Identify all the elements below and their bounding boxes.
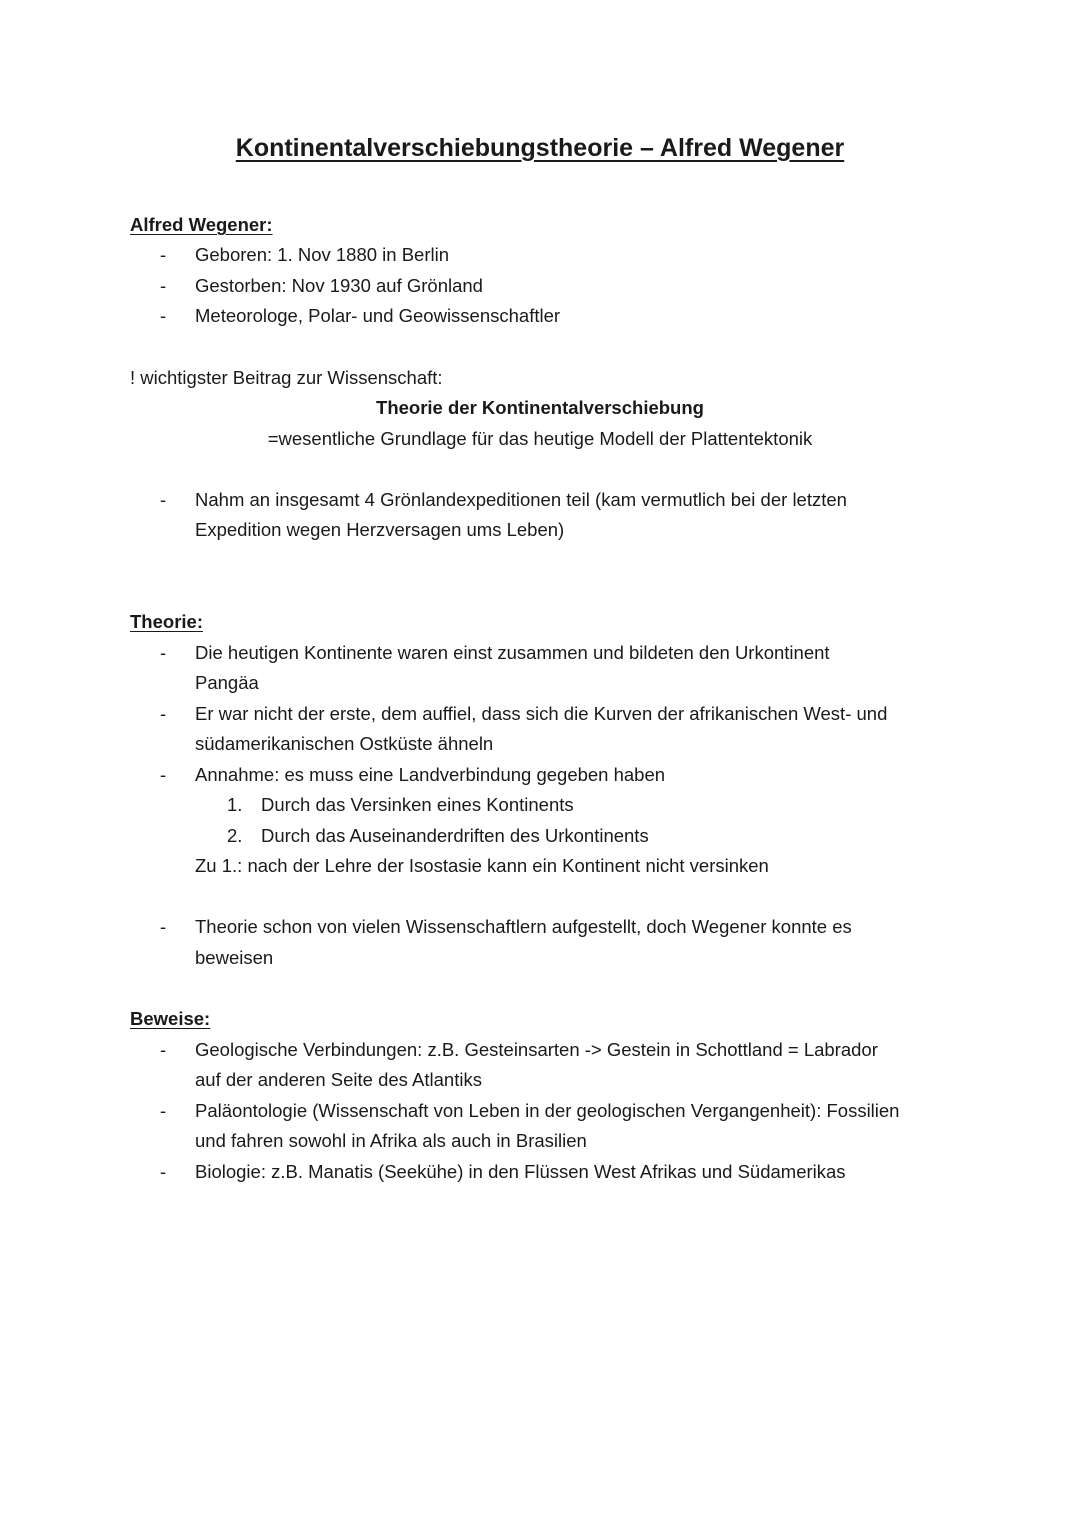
- theory-note: =wesentliche Grundlage für das heutige Modell der Plattentektonik: [267, 428, 813, 449]
- section-heading-alfred-wegener: Alfred Wegener:: [130, 214, 273, 235]
- numbered-marker-1: 1.: [227, 794, 243, 815]
- numbered-item-1: Durch das Versinken eines Kontinents: [261, 794, 574, 815]
- theorie-item-4-line-1: Theorie schon von vielen Wissenschaftlern aufgestellt, doch Wegener konnte es: [195, 916, 852, 937]
- expedition-line-2: Expedition wegen Herzversagen ums Leben): [195, 519, 565, 540]
- beweise-item-1-line-2: auf der anderen Seite des Atlantiks: [195, 1069, 482, 1090]
- bullet-dash: -: [160, 703, 167, 724]
- document-title: Kontinentalverschiebungstheorie – Alfred Wegener: [235, 134, 845, 162]
- isostasie-note: Zu 1.: nach der Lehre der Isostasie kann ein Kontinent nicht versinken: [195, 855, 769, 876]
- section-heading-theorie: Theorie:: [130, 611, 203, 632]
- bullet-dash: -: [160, 1100, 167, 1121]
- theorie-item-4-line-2: beweisen: [195, 947, 274, 968]
- numbered-item-2: Durch das Auseinanderdriften des Urkontinents: [261, 825, 649, 846]
- numbered-marker-2: 2.: [227, 825, 243, 846]
- list-item-born: Geboren: 1. Nov 1880 in Berlin: [195, 244, 450, 265]
- bullet-dash: -: [160, 1039, 167, 1060]
- bullet-dash: -: [160, 489, 167, 510]
- beweise-item-2-line-1: Paläontologie (Wissenschaft von Leben in der geologischen Vergangenheit): Fossilien: [195, 1100, 900, 1121]
- bullet-dash: -: [160, 764, 167, 785]
- bullet-dash: -: [160, 305, 167, 326]
- list-item-died: Gestorben: Nov 1930 auf Grönland: [195, 275, 483, 296]
- bullet-dash: -: [160, 244, 167, 265]
- list-item-profession: Meteorologe, Polar- und Geowissenschaftler: [195, 305, 561, 326]
- beweise-item-3: Biologie: z.B. Manatis (Seekühe) in den Flüssen West Afrikas und Südamerikas: [195, 1161, 846, 1182]
- theorie-item-1-line-1: Die heutigen Kontinente waren einst zusammen und bildeten den Urkontinent: [195, 642, 830, 663]
- bullet-dash: -: [160, 642, 167, 663]
- theorie-item-2-line-2: südamerikanischen Ostküste ähneln: [195, 733, 494, 754]
- theory-name: Theorie der Kontinentalverschiebung: [376, 397, 704, 418]
- beweise-item-1-line-1: Geologische Verbindungen: z.B. Gesteinsarten -> Gestein in Schottland = Labrador: [195, 1039, 878, 1060]
- beweise-item-2-line-2: und fahren sowohl in Afrika als auch in Brasilien: [195, 1130, 587, 1151]
- expedition-line-1: Nahm an insgesamt 4 Grönlandexpeditionen teil (kam vermutlich bei der letzten: [195, 489, 847, 510]
- contribution-intro: ! wichtigster Beitrag zur Wissenschaft:: [130, 367, 443, 388]
- theorie-item-2-line-1: Er war nicht der erste, dem auffiel, dass sich die Kurven der afrikanischen West- und: [195, 703, 888, 724]
- bullet-dash: -: [160, 916, 167, 937]
- theorie-item-1-line-2: Pangäa: [195, 672, 259, 693]
- bullet-dash: -: [160, 275, 167, 296]
- section-heading-beweise: Beweise:: [130, 1008, 211, 1029]
- bullet-dash: -: [160, 1161, 167, 1182]
- theorie-item-3: Annahme: es muss eine Landverbindung gegeben haben: [195, 764, 666, 785]
